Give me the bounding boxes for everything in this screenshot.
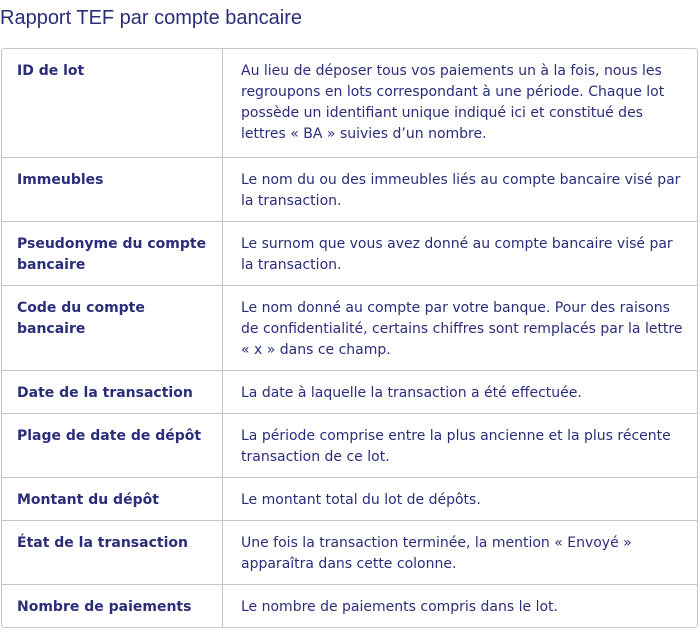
term-cell: Plage de date de dépôt (2, 414, 223, 477)
term-cell: Pseudonyme du compte bancaire (2, 222, 223, 285)
definition-cell: Au lieu de déposer tous vos paiements un à la fois, nous les regroupons en lots correspondant à une période. Chaque lot possède un identifiant unique indiqué ici et constitué des lettres « BA » suivies d’un nombre. (241, 63, 665, 142)
table-row (2, 285, 697, 370)
definition-cell: Le nom donné au compte par votre banque. Pour des raisons de confidentialité, certains chiffres sont remplacés par la lettre « x » dans ce champ. (241, 300, 683, 358)
term-cell: Immeubles (2, 158, 223, 221)
definition-cell: Une fois la transaction terminée, la mention « Envoyé » apparaîtra dans cette colonne. (241, 535, 632, 572)
term-cell: Code du compte bancaire (2, 286, 223, 370)
table-row (2, 413, 697, 477)
table-row (2, 477, 697, 520)
term-cell: Montant du dépôt (2, 478, 223, 520)
table-row (2, 370, 697, 413)
table-row (2, 221, 697, 285)
definition-cell: Le nombre de paiements compris dans le lot. (241, 599, 558, 615)
definition-cell: Le surnom que vous avez donné au compte bancaire visé par la transaction. (241, 236, 673, 273)
term-cell: ID de lot (2, 49, 223, 157)
definitions-table (1, 48, 698, 628)
table-row (2, 520, 697, 584)
definition-cell: La période comprise entre la plus ancienne et la plus récente transaction de ce lot. (241, 428, 671, 465)
table-row (2, 584, 697, 627)
table-row (2, 49, 697, 157)
definition-cell: Le nom du ou des immeubles liés au compte bancaire visé par la transaction. (241, 172, 681, 209)
definition-cell: Le montant total du lot de dépôts. (241, 492, 481, 508)
table-row (2, 157, 697, 221)
term-cell: Nombre de paiements (2, 585, 223, 627)
term-cell: Date de la transaction (2, 371, 223, 413)
definition-cell: La date à laquelle la transaction a été effectuée. (241, 385, 582, 401)
page-title: Rapport TEF par compte bancaire (0, 7, 303, 29)
term-cell: État de la transaction (2, 521, 223, 584)
